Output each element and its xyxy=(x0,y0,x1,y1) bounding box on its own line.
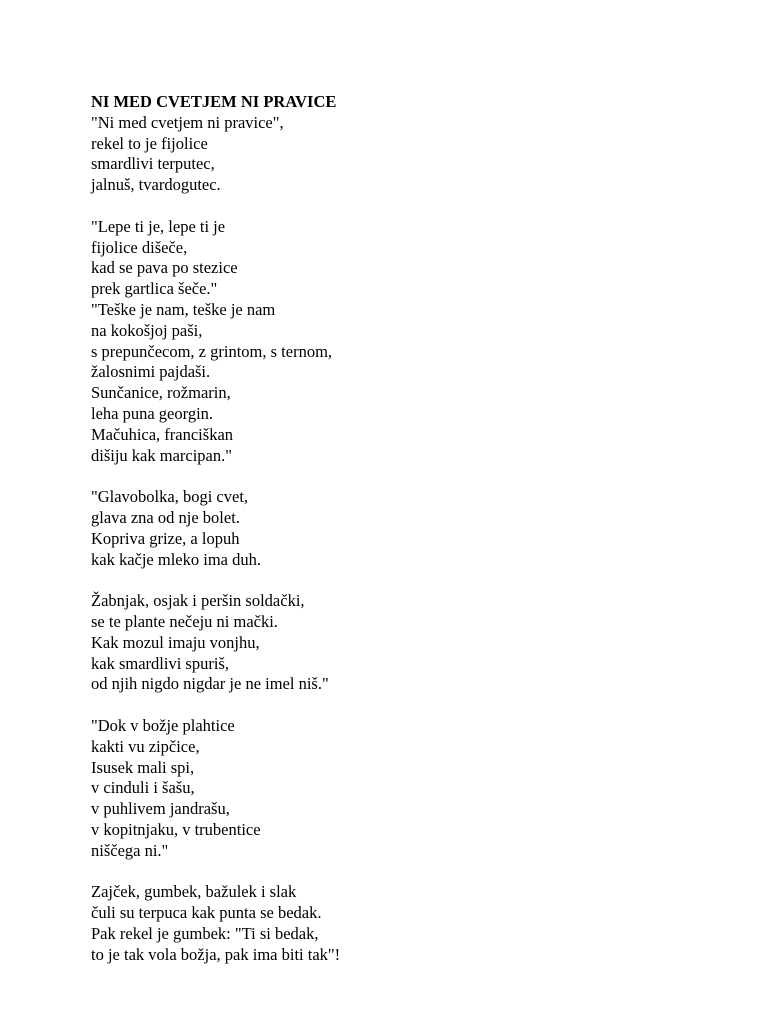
poem-line: Sunčanice, rožmarin, xyxy=(91,383,231,403)
poem-line: Isusek mali spi, xyxy=(91,757,195,777)
stanza xyxy=(91,882,751,965)
poem-line: Žabnjak, osjak i peršin soldački, xyxy=(91,591,305,611)
poem-line: "Dok v božje plahtice xyxy=(91,715,235,735)
poem-line: smardlivi terputec, xyxy=(91,154,215,174)
poem-line: "Ni med cvetjem ni pravice", xyxy=(91,112,284,132)
poem-line: rekel to je fijolice xyxy=(91,133,208,153)
poem-line: od njih nigdo nigdar je ne imel niš." xyxy=(91,674,329,694)
poem-line: "Glavobolka, bogi cvet, xyxy=(91,487,249,507)
poem-line: kak kačje mleko ima duh. xyxy=(91,549,261,569)
poem-line: v puhlivem jandrašu, xyxy=(91,799,230,819)
poem-line: v kopitnjaku, v trubentice xyxy=(91,819,261,839)
poem-body xyxy=(91,113,751,966)
poem-line: v cinduli i šašu, xyxy=(91,778,195,798)
stanza xyxy=(91,716,751,862)
stanza-gap xyxy=(91,466,751,487)
poem-title: NI MED CVETJEM NI PRAVICE xyxy=(91,92,337,111)
poem-line: jalnuš, tvardogutec. xyxy=(91,175,221,195)
stanza xyxy=(91,487,751,570)
poem-line: s prepunčecom, z grintom, s ternom, xyxy=(91,341,333,361)
poem-line: "Lepe ti je, lepe ti je xyxy=(91,216,226,236)
stanza-gap xyxy=(91,196,751,217)
poem-line: "Teške je nam, teške je nam xyxy=(91,299,276,319)
poem-line: se te plante nečeju ni mački. xyxy=(91,611,278,631)
stanza-gap xyxy=(91,861,751,882)
poem-line: Kak mozul imaju vonjhu, xyxy=(91,632,260,652)
poem-line: leha puna georgin. xyxy=(91,403,214,423)
stanza xyxy=(91,113,751,196)
poem-line: kakti vu zipčice, xyxy=(91,736,200,756)
poem-line: Mačuhica, franciškan xyxy=(91,424,234,444)
stanza-gap xyxy=(91,570,751,591)
poem-line: na kokošjoj paši, xyxy=(91,320,203,340)
stanza xyxy=(91,591,751,695)
poem-line: to je tak vola božja, pak ima biti tak"! xyxy=(91,944,341,964)
poem-line: fijolice dišeče, xyxy=(91,237,188,257)
poem-page xyxy=(91,92,751,965)
poem-line: niščega ni." xyxy=(91,840,169,860)
poem-line: Pak rekel je gumbek: "Ti si bedak, xyxy=(91,923,319,943)
poem-line: žalosnimi pajdaši. xyxy=(91,362,211,382)
poem-line: Kopriva grize, a lopuh xyxy=(91,528,240,548)
poem-line: prek gartlica šeče." xyxy=(91,279,218,299)
poem-line: kak smardlivi spuriš, xyxy=(91,653,229,673)
stanza xyxy=(91,217,751,467)
poem-line: glava zna od nje bolet. xyxy=(91,507,240,527)
poem-line: kad se pava po stezice xyxy=(91,258,238,278)
stanza-gap xyxy=(91,695,751,716)
poem-line: Zajček, gumbek, bažulek i slak xyxy=(91,882,297,902)
poem-line: čuli su terpuca kak punta se bedak. xyxy=(91,903,322,923)
poem-line: dišiju kak marcipan." xyxy=(91,445,232,465)
